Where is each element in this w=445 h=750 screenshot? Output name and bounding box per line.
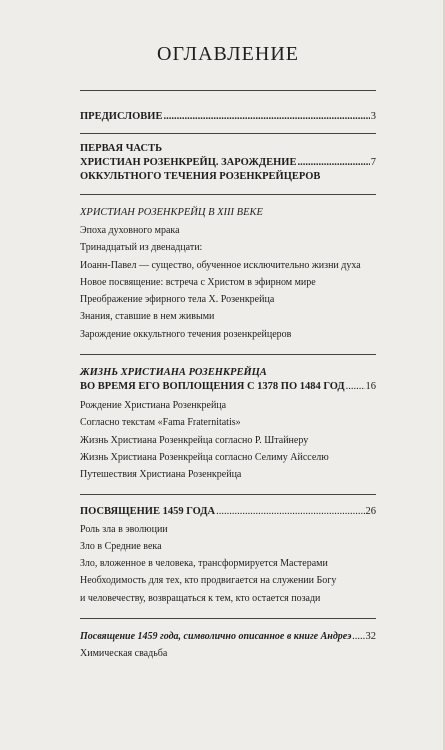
- toc-section-3[interactable]: [80, 505, 376, 519]
- toc-item[interactable]: Согласно текстам «Fama Fraternitatis»: [80, 417, 241, 429]
- toc-item[interactable]: Зарождение оккультного течения розенкрейцеров: [80, 328, 292, 340]
- toc-item[interactable]: Необходимость для тех, кто продвигается на служении Богу: [80, 575, 337, 587]
- section-4-title: Посвящение 1459 года, символично описанное в книге Андреэ: [80, 631, 352, 643]
- toc-entry-page: 32: [365, 631, 376, 643]
- leader-dots: [297, 156, 369, 170]
- part-title: ХРИСТИАН РОЗЕНКРЕЙЦ. ЗАРОЖДЕНИЕ: [80, 157, 297, 168]
- toc-item[interactable]: Жизнь Христиана Розенкрейца согласно Р. Штайнеру: [80, 434, 309, 446]
- divider-3: [80, 354, 376, 355]
- section-2-title: ЖИЗНЬ ХРИСТИАНА РОЗЕНКРЕЙЦА: [80, 367, 267, 379]
- toc-entry-label: ПРЕДИСЛОВИЕ: [80, 111, 163, 122]
- toc-item[interactable]: Роль зла в эволюции: [80, 523, 168, 535]
- toc-item[interactable]: Иоанн-Павел — существо, обученное исключительно жизни духа: [80, 259, 361, 271]
- toc-part-1[interactable]: [80, 142, 376, 184]
- leader-dots: [352, 630, 364, 644]
- section-2-title-row: [80, 380, 376, 394]
- toc-section-2[interactable]: [80, 366, 376, 394]
- divider-1: [80, 133, 376, 134]
- divider-2: [80, 194, 376, 195]
- section-3-items: [80, 521, 376, 607]
- section-4-items: [80, 645, 376, 662]
- leader-dots: [216, 505, 364, 519]
- toc-item[interactable]: Рождение Христиана Розенкрейца: [80, 400, 227, 412]
- leader-dots: [346, 380, 365, 394]
- part-heading: ПЕРВАЯ ЧАСТЬ: [80, 143, 163, 154]
- section-2-items: [80, 397, 376, 483]
- toc-item[interactable]: Тринадцатый из двенадцати:: [80, 242, 203, 254]
- toc-item[interactable]: Жизнь Христиана Розенкрейца согласно Селиму Айсселю: [80, 451, 329, 463]
- toc-item[interactable]: Зло, вложенное в человека, трансформируется Мастерами: [80, 558, 328, 570]
- toc-section-1-title[interactable]: ХРИСТИАН РОЗЕНКРЕЙЦ В XIII ВЕКЕ: [80, 207, 263, 218]
- toc-item[interactable]: Эпоха духовного мрака: [80, 225, 180, 236]
- toc-item[interactable]: Новое посвящение: встреча с Христом в эфирном мире: [80, 276, 316, 288]
- toc-entry-page: 3: [370, 111, 376, 122]
- toc-entry-page: 16: [365, 381, 376, 393]
- toc-item[interactable]: Химическая свадьба: [80, 648, 168, 660]
- toc-item[interactable]: и человечеству, возвращаться к тем, кто остается позади: [80, 592, 321, 604]
- toc-item[interactable]: Знания, ставшие в нем живыми: [80, 311, 215, 323]
- section-3-title: ПОСВЯЩЕНИЕ 1459 ГОДА: [80, 505, 216, 517]
- divider-5: [80, 618, 376, 619]
- divider-top: [80, 90, 376, 91]
- toc-section-4[interactable]: [80, 630, 376, 644]
- toc-item[interactable]: Путешествия Христиана Розенкрейца: [80, 469, 242, 481]
- part-title-cont: ОККУЛЬТНОГО ТЕЧЕНИЯ РОЗЕНКРЕЙЦЕРОВ: [80, 171, 321, 182]
- part-title-row: [80, 156, 376, 170]
- section-2-title-cont: ВО ВРЕМЯ ЕГО ВОПЛОЩЕНИЯ С 1378 ПО 1484 ГОД: [80, 381, 345, 393]
- toc-entry-preface[interactable]: [80, 110, 376, 124]
- toc-entry-page: 7: [370, 157, 376, 168]
- page-title: ОГЛАВЛЕНИЕ: [157, 43, 299, 65]
- toc-entry-page: 26: [365, 505, 376, 517]
- toc-content: [80, 40, 376, 662]
- toc-item[interactable]: Зло в Средние века: [80, 540, 162, 552]
- leader-dots: [163, 110, 369, 124]
- divider-4: [80, 494, 376, 495]
- toc-item[interactable]: Преображение эфирного тела Х. Розенкрейца: [80, 294, 275, 306]
- section-1-items: [80, 222, 376, 343]
